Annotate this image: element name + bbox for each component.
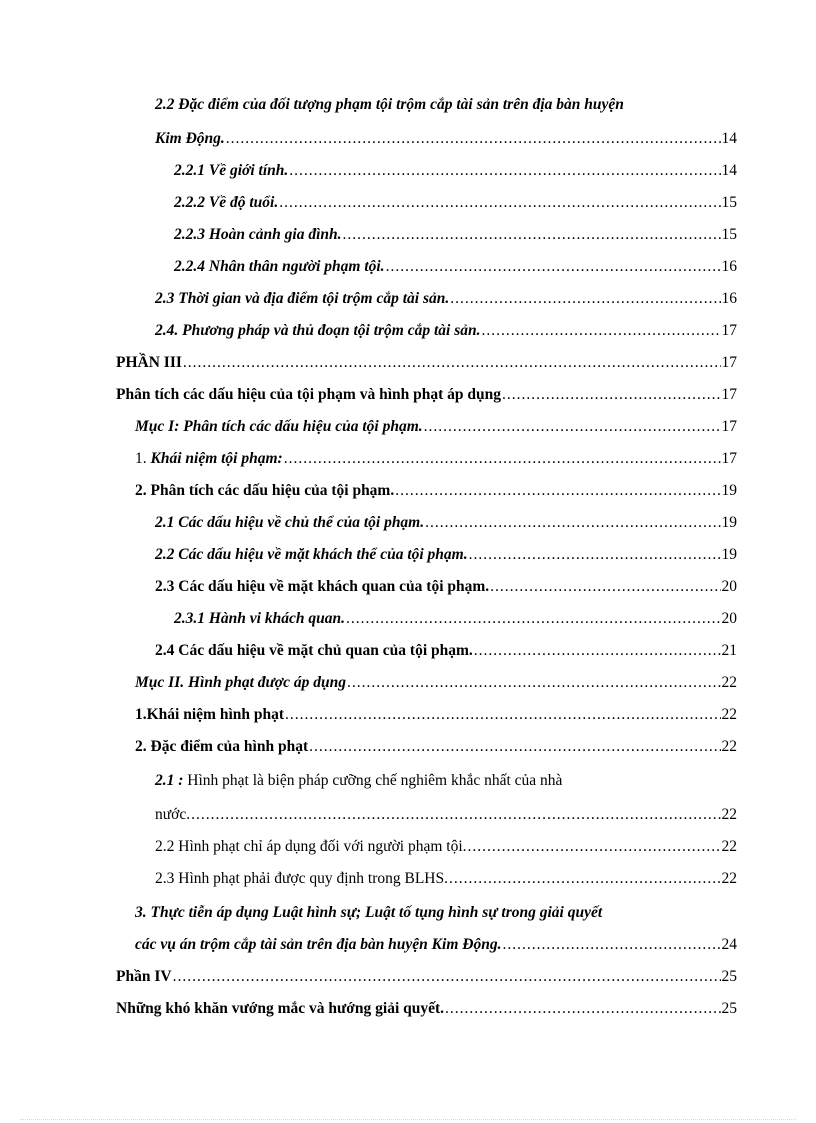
toc-entry-2-2-hinh-phat[interactable] — [155, 837, 737, 857]
toc-entry-2-2[interactable] — [155, 129, 737, 149]
toc-leader-dots — [502, 385, 720, 405]
toc-leader-dots — [469, 545, 721, 565]
toc-page-number: 15 — [721, 194, 737, 211]
toc-entry-dac-diem-hinh-phat[interactable] — [135, 737, 737, 757]
toc-label: nước. — [155, 806, 191, 823]
toc-label: 2.3.1 Hành vi khách quan. — [174, 610, 345, 627]
toc-label: Mục II. Hình phạt được áp dụng — [135, 674, 346, 691]
toc-label: Những khó khăn vướng mắc và hướng giải quyết. — [116, 1000, 445, 1017]
toc-page-number: 17 — [721, 418, 737, 435]
toc-label: 2.1 Các dấu hiệu về chủ thể của tội phạm. — [155, 514, 425, 531]
toc-leader-dots — [289, 161, 720, 181]
toc-entry-2-2-4[interactable] — [174, 257, 737, 277]
toc-label: 2. Đặc điểm của hình phạt — [135, 738, 309, 755]
toc-number: 1. — [135, 450, 151, 467]
toc-page-number: 22 — [721, 870, 737, 887]
toc-number: 2.1 : — [155, 772, 188, 789]
toc-entry-3-thuc-tien-line1: 3. Thực tiễn áp dụng Luật hình sự; Luật tố tụng hình sự trong giải quyết — [135, 904, 603, 921]
toc-leader-dots — [502, 935, 720, 955]
toc-entry-2-2-khach-the[interactable] — [155, 545, 737, 565]
toc-label: 1.Khái niệm hình phạt — [135, 706, 285, 723]
toc-page-number: 21 — [721, 642, 737, 659]
toc-label: 2.4. Phương pháp và thủ đoạn tội trộm cắp tài sản. — [155, 322, 481, 339]
toc-page-number: 22 — [721, 738, 737, 755]
toc-label: 2.3 Hình phạt phải được quy định trong BLHS. — [155, 870, 448, 887]
toc-entry-2-2-line1: 2.2 Đặc điểm của đối tượng phạm tội trộm cắp tài sản trên địa bàn huyện — [155, 96, 624, 113]
toc-leader-dots — [343, 225, 721, 245]
toc-label: 2.2.1 Về giới tính. — [174, 162, 289, 179]
toc-page-number: 17 — [721, 354, 737, 371]
toc-page-number: 22 — [721, 806, 737, 823]
toc-entry-2-1-hinh-phat[interactable] — [155, 805, 737, 825]
toc-page-number: 15 — [721, 226, 737, 243]
toc-page-number: 14 — [721, 130, 737, 147]
toc-leader-dots — [445, 999, 720, 1019]
toc-entry-2-4[interactable] — [155, 321, 737, 341]
toc-leader-dots — [183, 353, 721, 373]
toc-label: Phân tích các dấu hiệu của tội phạm và hình phạt áp dụng — [116, 386, 502, 403]
toc-entry-2-2-2[interactable] — [174, 193, 737, 213]
toc-entry-2-2-3[interactable] — [174, 225, 737, 245]
toc-entry-2-2-1[interactable] — [174, 161, 737, 181]
toc-label: 2.2 Các dấu hiệu về mặt khách thể của tội phạm. — [155, 546, 468, 563]
toc-page-number: 20 — [721, 578, 737, 595]
toc-label: 2. Phân tích các dấu hiệu của tội phạm. — [135, 482, 395, 499]
toc-leader-dots — [482, 321, 721, 341]
toc-entry-phan-iii[interactable] — [116, 353, 737, 373]
toc-page-number: 25 — [721, 968, 737, 985]
toc-page-number: 19 — [721, 546, 737, 563]
toc-page-number: 22 — [721, 706, 737, 723]
toc-leader-dots — [424, 417, 721, 437]
toc-entry-2-1-hinh-phat-line1 — [155, 771, 562, 791]
toc-leader-dots — [191, 805, 720, 825]
page-bottom-divider — [20, 1119, 796, 1120]
toc-entry-2-4-chu-quan[interactable] — [155, 641, 737, 661]
toc-label: 2.2.2 Về độ tuổi. — [174, 194, 279, 211]
toc-entry-2-3[interactable] — [155, 289, 737, 309]
toc-leader-dots — [395, 481, 720, 501]
toc-entry-khai-niem-hinh-phat[interactable] — [135, 705, 737, 725]
toc-entry-kho-khan[interactable] — [116, 999, 737, 1019]
toc-label: 2.2.4 Nhân thân người phạm tội. — [174, 258, 385, 275]
toc-label-text: Hình phạt là biện pháp cưỡng chế nghiêm khắc nhất của nhà — [187, 772, 563, 789]
toc-label: 2.3 Các dấu hiệu về mặt khách quan của tội phạm. — [155, 578, 490, 595]
toc-leader-dots — [425, 513, 720, 533]
toc-leader-dots — [309, 737, 720, 757]
toc-page-number: 16 — [721, 290, 737, 307]
toc-leader-dots — [347, 673, 721, 693]
toc-entry-2-3-1[interactable] — [174, 609, 737, 629]
toc-leader-dots — [449, 869, 721, 889]
toc-label: Mục I: Phân tích các dấu hiệu của tội phạm. — [135, 418, 423, 435]
toc-leader-dots — [474, 641, 721, 661]
toc-label-text: Khái niệm tội phạm: — [150, 450, 283, 467]
toc-leader-dots — [386, 257, 721, 277]
toc-entry-phan-iv[interactable] — [116, 967, 737, 987]
toc-page-number: 24 — [721, 936, 737, 953]
toc-label: Kim Động. — [155, 130, 225, 147]
toc-entry-2-3-hinh-phat[interactable] — [155, 869, 737, 889]
toc-label: 2.2 Hình phạt chỉ áp dụng đối với người phạm tội. — [155, 838, 467, 855]
toc-leader-dots — [279, 193, 720, 213]
toc-page-number: 17 — [721, 386, 737, 403]
toc-leader-dots — [285, 705, 720, 725]
toc-label: 2.3 Thời gian và địa điểm tội trộm cắp tài sản. — [155, 290, 450, 307]
toc-entry-muc-ii[interactable] — [135, 673, 737, 693]
toc-entry-khai-niem-toi-pham[interactable] — [135, 449, 737, 469]
toc-page-number: 19 — [721, 482, 737, 499]
toc-page-number: 22 — [721, 674, 737, 691]
toc-entry-2-phan-tich[interactable] — [135, 481, 737, 501]
toc-page-number: 25 — [721, 1000, 737, 1017]
toc-page-number: 19 — [721, 514, 737, 531]
toc-leader-dots — [468, 837, 721, 857]
toc-label: 2.4 Các dấu hiệu về mặt chủ quan của tội phạm. — [155, 642, 473, 659]
toc-label — [135, 449, 283, 469]
toc-page-number: 16 — [721, 258, 737, 275]
toc-label: các vụ án trộm cắp tài sản trên địa bàn huyện Kim Động. — [135, 936, 502, 953]
toc-leader-dots — [346, 609, 721, 629]
toc-entry-2-1-chu-the[interactable] — [155, 513, 737, 533]
toc-entry-2-3-khach-quan[interactable] — [155, 577, 737, 597]
toc-page-number: 14 — [721, 162, 737, 179]
toc-entry-3-thuc-tien[interactable] — [135, 935, 737, 955]
toc-leader-dots — [490, 577, 720, 597]
toc-page-number: 17 — [721, 322, 737, 339]
toc-entry-muc-i[interactable] — [135, 417, 737, 437]
toc-leader-dots — [226, 129, 721, 149]
toc-leader-dots — [284, 449, 721, 469]
toc-page-number: 22 — [721, 838, 737, 855]
toc-leader-dots — [173, 967, 721, 987]
toc-label: PHẦN III — [116, 354, 182, 371]
toc-page-number: 20 — [721, 610, 737, 627]
toc-entry-phan-tich-dau-hieu[interactable] — [116, 385, 737, 405]
toc-label: 2.2.3 Hoàn cảnh gia đình. — [174, 226, 342, 243]
toc-label: Phần IV — [116, 968, 172, 985]
toc-page-number: 17 — [721, 450, 737, 467]
toc-leader-dots — [450, 289, 720, 309]
